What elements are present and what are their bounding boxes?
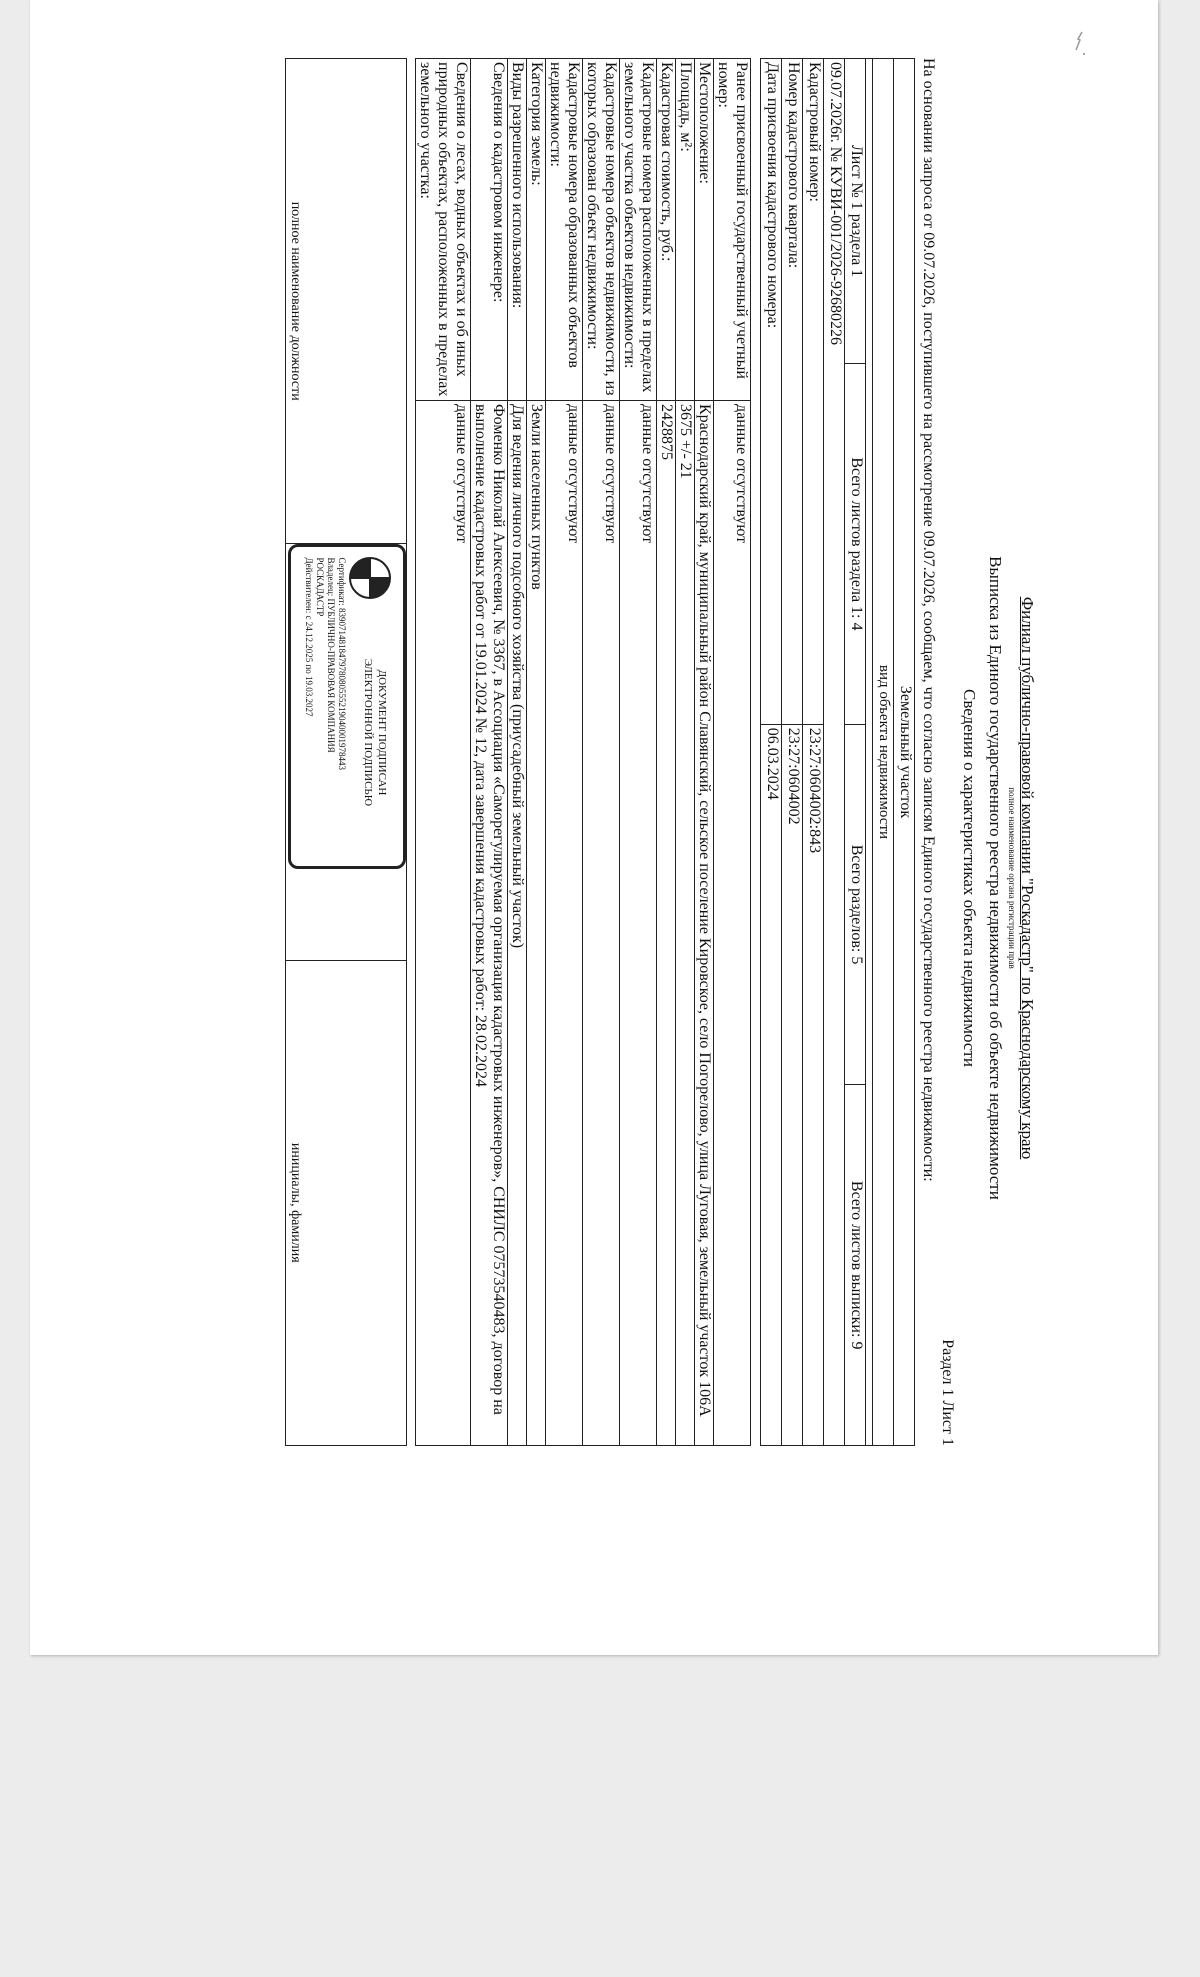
sheets-total: Всего листов выписки: 9 xyxy=(845,1085,866,1446)
table-row xyxy=(761,59,782,1446)
row-label: Кадастровая стоимость, руб.: xyxy=(657,59,676,401)
sheets-in-section: Всего листов раздела 1: 4 xyxy=(845,364,866,725)
signature-cell xyxy=(286,544,407,960)
section-ref: Раздел 1 Лист 1 xyxy=(939,1339,956,1446)
document-header xyxy=(958,118,1037,1638)
intro-text: На основании запроса от 09.07.2026, поступившего на рассмотрение 09.07.2026, сообщаем, что согласно записям Единого государственного реестра недвижимости: xyxy=(920,58,937,1182)
row-value: данные отсутствуют xyxy=(583,401,620,1446)
document-subtitle: Сведения о характеристиках объекта недвижимости xyxy=(960,689,979,1067)
row-label: Кадастровые номера расположенных в пределах земельного участка объектов недвижимости: xyxy=(620,59,657,401)
row-value: 23:27:0604002 xyxy=(782,724,803,1445)
table-row xyxy=(508,59,527,1446)
position-cell xyxy=(286,59,407,544)
row-label: Кадастровые номера объектов недвижимости, из которых образован объект недвижимости: xyxy=(583,59,620,401)
row-value: 2428875 xyxy=(657,401,676,1446)
row-label: Местоположение: xyxy=(695,59,714,401)
row-label: Виды разрешенного использования: xyxy=(508,59,527,401)
row-label: Дата присвоения кадастрового номера: xyxy=(761,59,782,725)
name-caption: инициалы, фамилия xyxy=(288,1142,303,1263)
row-value: данные отсутствуют xyxy=(620,401,657,1446)
position-caption: полное наименование должности xyxy=(288,201,303,401)
row-value: данные отсутствуют xyxy=(714,401,751,1446)
stamp-title-line1: ДОКУМЕНТ ПОДПИСАН xyxy=(376,669,388,796)
table-row xyxy=(714,59,751,1446)
object-type-caption: вид объекта недвижимости xyxy=(873,59,894,1446)
stamp-validity: Действителен: с 24.12.2025 по 19.03.2027 xyxy=(304,557,314,717)
org-name: Филиал публично-правовой компании "Роскадастр" по Краснодарскому краю xyxy=(1018,596,1037,1160)
row-value: Краснодарский край, муниципальный район Славянский, сельское поселение Кировское, село Погорелово, улица Луговая, земельный участок 106А xyxy=(695,401,714,1446)
table-row xyxy=(583,59,620,1446)
request-ref: 09.07.2026г. № КУВИ-001/2026-92680226 xyxy=(824,59,845,1446)
table-row xyxy=(676,59,695,1446)
row-label: Ранее присвоенный государственный учетный номер: xyxy=(714,59,751,401)
row-value: данные отсутствуют xyxy=(416,401,471,1446)
stamp-certificate: Сертификат: 839071481847978080555219040001978443 xyxy=(337,557,347,771)
table-row xyxy=(695,59,714,1446)
row-value: 23:27:0604002:843 xyxy=(803,724,824,1445)
org-caption: полное наименование органа регистрации прав xyxy=(1007,787,1017,969)
stamp-details xyxy=(303,557,347,862)
row-label: Кадастровые номера образованных объектов недвижимости: xyxy=(546,59,583,401)
name-cell xyxy=(286,960,407,1445)
row-label: Категория земель: xyxy=(527,59,546,401)
object-type: Земельный участок xyxy=(894,59,915,1446)
row-value: 3675 +/- 21 xyxy=(676,401,695,1446)
stamp-owner: Владелец: ПУБЛИЧНО-ПРАВОВАЯ КОМПАНИЯ xyxy=(326,557,336,753)
stamp-title xyxy=(361,607,389,857)
row-value: Земли населенных пунктов xyxy=(527,401,546,1446)
row-label: Номер кадастрового квартала: xyxy=(782,59,803,725)
stamp-title-line2: ЭЛЕКТРОННОЙ ПОДПИСЬЮ xyxy=(362,658,374,807)
table-row xyxy=(471,59,508,1446)
e-signature-stamp xyxy=(288,544,406,869)
table-row xyxy=(416,59,471,1446)
row-label: Кадастровый номер: xyxy=(803,59,824,725)
row-value: Для ведения личного подсобного хозяйства (приусадебный земельный участок) xyxy=(508,401,527,1446)
sheet-of-section: Лист № 1 раздела 1 xyxy=(845,59,866,364)
scan-speck-mark xyxy=(1068,30,1088,58)
row-value: данные отсутствуют xyxy=(546,401,583,1446)
table-row xyxy=(546,59,583,1446)
object-header-table xyxy=(760,58,915,1446)
row-label: Сведения о лесах, водных объектах и об иных природных объектах, расположенных в пределах земельного участка: xyxy=(416,59,471,401)
table-row xyxy=(657,59,676,1446)
row-value: 06.03.2024 xyxy=(761,724,782,1445)
table-row xyxy=(782,59,803,1446)
row-label: Сведения о кадастровом инженере: xyxy=(471,59,508,401)
document-title: Выписка из Единого государственного реестра недвижимости об объекте недвижимости xyxy=(986,556,1005,1200)
stamp-owner-line2: РОСКАДАСТР xyxy=(315,557,325,617)
row-value: Фоменко Николай Алексеевич, № 3367, в Ассоциация «Саморегулируемая организация кадастровых инженеров», СНИЛС 07573540483, договор на выполнение кадастровых работ от 19.01.2024 № 12, дата завершения кадастровых работ: 28.02.2024 xyxy=(471,401,508,1446)
table-row xyxy=(803,59,824,1446)
characteristics-table xyxy=(415,58,751,1446)
signature-table xyxy=(285,58,407,1446)
scanned-page xyxy=(30,0,1158,1655)
row-label: Площадь, м²: xyxy=(676,59,695,401)
table-row xyxy=(527,59,546,1446)
document-rotated xyxy=(30,58,1037,1638)
sections-total: Всего разделов: 5 xyxy=(845,724,866,1085)
table-separator xyxy=(866,59,873,1446)
table-row xyxy=(620,59,657,1446)
roskadastr-logo-icon xyxy=(347,555,393,601)
